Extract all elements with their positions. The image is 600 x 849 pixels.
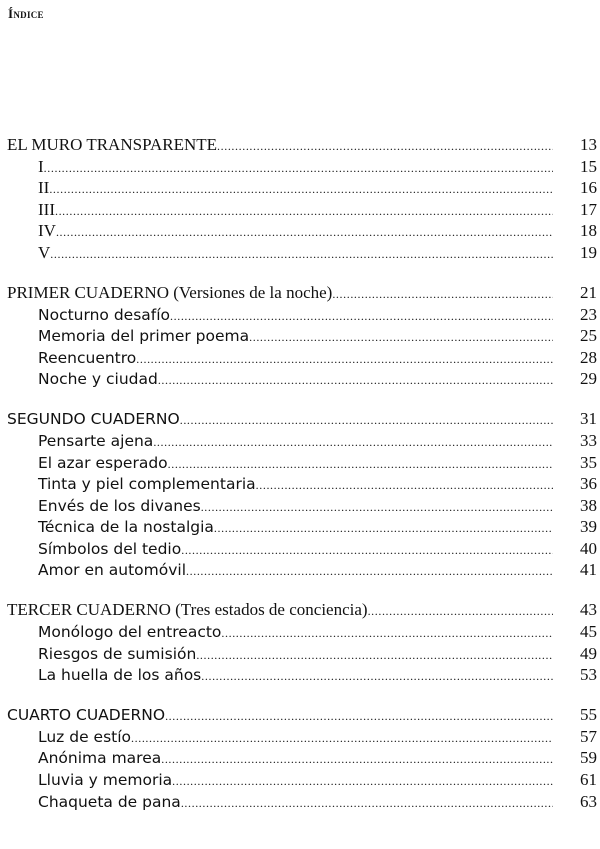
- dot-leader: [181, 793, 553, 815]
- table-of-contents: [7, 134, 597, 812]
- toc-entry-title: II: [38, 178, 50, 198]
- dot-leader: [170, 306, 553, 328]
- toc-entry-title: La huella de los años: [38, 666, 202, 685]
- toc-page-number: 15: [580, 156, 597, 176]
- dot-leader: [165, 706, 553, 728]
- toc-entry-title: Anónima marea: [38, 749, 162, 768]
- dot-leader: [158, 370, 553, 392]
- toc-entry-title: PRIMER CUADERNO (Versiones de la noche): [7, 282, 333, 302]
- dot-leader: [136, 349, 553, 371]
- toc-entry-title: CUARTO CUADERNO: [7, 706, 166, 725]
- toc-section-heading: [7, 704, 597, 726]
- toc-entry: [7, 473, 597, 495]
- dot-leader: [186, 561, 553, 583]
- toc-entry: [7, 643, 597, 665]
- toc-entry: [7, 199, 597, 221]
- dot-leader: [201, 666, 553, 688]
- toc-entry: [7, 156, 597, 178]
- toc-entry-title: Tinta y piel complementaria: [38, 475, 256, 494]
- toc-entry-title: Técnica de la nostalgia: [38, 518, 214, 537]
- dot-leader: [153, 432, 553, 454]
- dot-leader: [131, 728, 553, 750]
- toc-page-number: 19: [580, 242, 597, 262]
- toc-entry-title: I: [38, 156, 44, 176]
- toc-page-number: 40: [580, 538, 597, 558]
- dot-leader: [49, 179, 553, 201]
- toc-page-number: 17: [580, 199, 597, 219]
- toc-entry-title: Símbolos del tedio: [38, 539, 182, 558]
- toc-entry: [7, 347, 597, 369]
- toc-entry-title: IV: [38, 221, 56, 241]
- toc-page-number: 36: [580, 474, 597, 494]
- toc-entry: [7, 177, 597, 199]
- toc-page-number: 41: [580, 560, 597, 580]
- dot-leader: [332, 284, 553, 306]
- toc-page-number: 55: [580, 705, 597, 725]
- toc-entry-title: TERCER CUADERNO (Tres estados de conciencia): [7, 600, 368, 620]
- toc-page-number: 23: [580, 304, 597, 324]
- toc-entry: [7, 495, 597, 517]
- dot-leader: [161, 749, 553, 771]
- toc-entry: [7, 559, 597, 581]
- toc-page-number: 57: [580, 726, 597, 746]
- toc-entry: [7, 664, 597, 686]
- dot-leader: [256, 475, 553, 497]
- toc-page-number: 49: [580, 643, 597, 663]
- toc-section-heading: [7, 408, 597, 430]
- toc-section: [7, 408, 597, 581]
- toc-section-heading: [7, 134, 597, 156]
- toc-entry-title: III: [38, 199, 55, 219]
- toc-entry-title: Envés de los divanes: [38, 496, 201, 515]
- toc-entry: [7, 368, 597, 390]
- toc-section: [7, 599, 597, 685]
- dot-leader: [368, 601, 553, 623]
- toc-entry-title: EL MURO TRANSPARENTE: [7, 135, 218, 154]
- toc-page-number: 61: [580, 770, 597, 789]
- toc-entry: [7, 220, 597, 242]
- toc-page-number: 59: [580, 748, 597, 768]
- toc-page-number: 16: [580, 178, 597, 198]
- toc-entry: [7, 621, 597, 643]
- toc-page-number: 21: [580, 282, 597, 302]
- toc-page-number: 13: [580, 135, 597, 154]
- toc-entry-title: Riesgos de sumisión: [38, 644, 197, 663]
- dot-leader: [249, 327, 553, 349]
- dot-leader: [201, 497, 553, 519]
- page-title: Índice: [8, 6, 44, 21]
- toc-page-number: 29: [580, 369, 597, 389]
- toc-page-number: 39: [580, 517, 597, 537]
- toc-section-heading: [7, 282, 597, 304]
- toc-entry-title: El azar esperado: [38, 453, 168, 472]
- toc-entry: [7, 538, 597, 560]
- dot-leader: [217, 136, 553, 158]
- toc-entry: [7, 769, 597, 791]
- toc-page-number: 35: [580, 452, 597, 472]
- dot-leader: [214, 518, 553, 540]
- toc-entry: [7, 430, 597, 452]
- dot-leader: [168, 454, 553, 476]
- toc-entry: [7, 791, 597, 813]
- toc-page-number: 45: [580, 622, 597, 642]
- toc-entry-title: V: [38, 242, 51, 262]
- toc-page-number: 63: [580, 791, 597, 811]
- toc-page-number: 28: [580, 347, 597, 367]
- dot-leader: [221, 623, 553, 645]
- toc-page-number: 38: [580, 495, 597, 515]
- toc-section: [7, 282, 597, 390]
- dot-leader: [180, 410, 553, 432]
- dot-leader: [44, 158, 553, 180]
- toc-page-number: 53: [580, 665, 597, 685]
- dot-leader: [172, 771, 553, 793]
- toc-entry-title: Monólogo del entreacto: [38, 623, 222, 642]
- toc-entry-title: Reencuentro: [38, 348, 137, 367]
- toc-page-number: 31: [580, 409, 597, 429]
- toc-entry-title: SEGUNDO CUADERNO: [7, 410, 180, 429]
- toc-entry-title: Nocturno desafío: [38, 305, 171, 324]
- toc-page-number: 43: [580, 600, 597, 620]
- toc-page-number: 18: [580, 221, 597, 241]
- toc-entry-title: Amor en automóvil: [38, 561, 187, 580]
- toc-entry-title: Noche y ciudad: [38, 370, 158, 389]
- toc-entry: [7, 325, 597, 347]
- toc-entry-title: Lluvia y memoria: [38, 771, 173, 789]
- toc-entry: [7, 516, 597, 538]
- toc-page-number: 25: [580, 326, 597, 346]
- toc-entry: [7, 242, 597, 264]
- toc-entry: [7, 304, 597, 326]
- toc-entry-title: Chaqueta de pana: [38, 792, 181, 811]
- toc-section: [7, 134, 597, 264]
- toc-entry: [7, 747, 597, 769]
- toc-entry: [7, 452, 597, 474]
- toc-section-heading: [7, 599, 597, 621]
- toc-section: [7, 704, 597, 812]
- toc-entry-title: Memoria del primer poema: [38, 327, 250, 346]
- toc-entry-title: Luz de estío: [38, 727, 132, 746]
- dot-leader: [56, 222, 553, 244]
- toc-entry-title: Pensarte ajena: [38, 431, 154, 450]
- dot-leader: [181, 540, 553, 562]
- dot-leader: [196, 645, 553, 667]
- toc-entry: [7, 726, 597, 748]
- toc-page-number: 33: [580, 430, 597, 450]
- dot-leader: [50, 244, 553, 266]
- dot-leader: [55, 201, 553, 223]
